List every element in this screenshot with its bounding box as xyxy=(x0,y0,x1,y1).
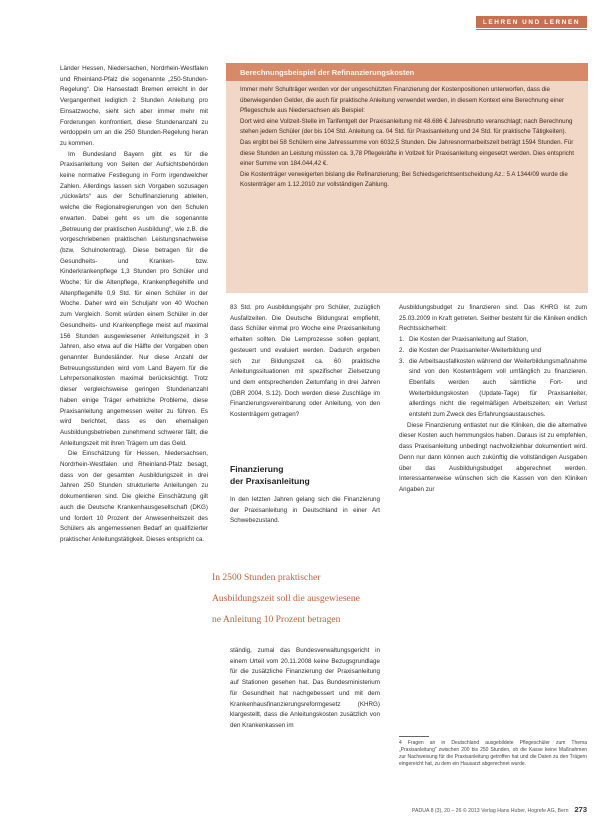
info-box-title: Berechnungsbeispiel der Refinanzierungskosten xyxy=(226,63,588,81)
list-item xyxy=(399,346,587,357)
column-left xyxy=(60,64,208,804)
list-number: 3. xyxy=(399,357,405,365)
list-text: Die Kosten der Praxisanleitung auf Station, xyxy=(409,336,529,344)
info-box-paragraph: Immer mehr Schulträger werden vor der ungeschützten Finanzierung der Kostenpositionen unterworfen, dass die überwiegenden Gelder, die auch für praktische Anleitung verwendet werden, in diesem Kontext eine Berechnung einer Pflegeschule aus Niedersachsen als Beispiel: xyxy=(240,86,565,115)
footer-citation: PADUA 8 (3), 20 – 26 © 2013 Verlag Hans Huber, Hogrefe AG, Bern xyxy=(411,808,569,814)
section-heading-line: Finanzierung xyxy=(230,464,284,474)
paragraph: Diese Finanzierung entlastet nur die Kliniken, die die alternative dieser Kosten auch hemmungslos haben. Daraus ist zu empfehlen, dass Praxisanleitung unbedingt nachvollziehbar dokumentiert wird. Denn nur dann können auch zukünftig die vollständigen Ausgaben über das Ausbildungsbudget abgerechnet werden. Interessanterweise wünschen sich die Kassen von den Kliniken Angaben zur xyxy=(399,421,587,493)
pull-quote-line: In 2500 Stunden praktischer xyxy=(212,572,321,583)
section-heading xyxy=(230,464,380,487)
column-right xyxy=(399,303,587,496)
paragraph: ständig, zumal das Bundesverwaltungsgericht in einem Urteil vom 20.11.2008 keine Bezugsgrundlage für die zusätzliche Finanzierung der Praxisanleitung auf Stationen gesehen hat. Das Bundesministerium für Gesundheit hat nachgebessert und mit dem Krankenhausfinanzierungsreformgesetz (KHRG) klargestellt, dass die Anleitungskosten zusätzlich von den Krankenkassen im xyxy=(230,647,380,729)
list-item xyxy=(399,335,587,346)
numbered-list xyxy=(399,335,587,421)
paragraph: Im Bundesland Bayern gibt es für die Praxisanleitung von Seiten der Aufsichtsbehörden keine normative Festlegung in Form irgendwelcher Zahlen. Allerdings lassen sich Vorgaben sozusagen „rückwärts“ aus der Schulfinanzierung ableiten, welche die Regionalregierungen von den Schulen erwarten. Dabei geht es um die sogenannte „Betreuung der praktischen Ausbildung“, wie z.B. die vorgeschriebenen praktischen Leistungsnachweise (bzw. Schulnotentrag). Diese betragen für die Gesundheits- und Kranken- bzw. Kinderkrankenpflege 1,3 Stunden pro Schüler und Woche; für die Altenpflege, Krankenpflegehilfe und Altenpflegehilfe 0,9 Std. für einen Schüler in der Woche. Daher wird ein Schuljahr von 40 Wochen zum Vergleich. Somit würden einem Schüler in der Gesundheits- und Krankenpflege meist auf maximal 156 Stunden ausgewiesener Anleitungszeit in 3 Jahren, also etwa auf die Hälfte der Vorgaben oben genannter Bundesländer. Nur diese Anzahl der Betreuungsstunden wird vom Land Bayern für die Lehrpersonalkosten maximal berücksichtigt. Trotz dieser vergleichsweise geringen Stundenanzahl haben einige Träger erhebliche Probleme, diese Praxisanleitung angemessen weiter zu führen. Es wird berichtet, dass es den ehemaligen Ausbildungsbetrieben zunehmend schwerer fällt, die Anleitungszeit mit ihren Trägern um das Geld. xyxy=(60,150,208,447)
section-heading-line: der Praxisanleitung xyxy=(230,475,310,486)
page-footer xyxy=(392,805,587,814)
list-number: 2. xyxy=(399,346,405,354)
info-box-body xyxy=(226,81,588,191)
paragraph: Ausbildungsbudget zu finanzieren sind. Das KHRG ist zum 25.03.2009 in Kraft getreten. Seither besteht für die Kliniken endlich Rechtssicherheit: xyxy=(399,304,587,333)
paragraph: Länder Hessen, Niedersachen, Nordrhein-Westfalen und Rheinland-Pfalz die sogenannte „250-Stunden-Regelung“. Die Hansestadt Bremen erreicht in der Vergangenheit lediglich 2 Stunden Anleitung pro Einsatzwoche, sieht sich aber immer mehr mit Forderungen konfrontiert, diese Stundenanzahl zu verdoppeln um an die 250 Stunden-Regelung heran zu kommen. xyxy=(60,65,208,147)
info-box xyxy=(226,63,588,293)
pull-quote-line: Ausbildungszeit soll die ausgewiesene xyxy=(212,593,360,604)
pull-quote-line: ne Anleitung 10 Prozent betragen xyxy=(212,614,341,625)
footnote: 4 Fragen an in Deutschland ausgebildete Pflegeschüler zum Thema „Praxisanleitung“ zwischen 200 bis 250 Stunden, ob die Kasse keine Maßnahmen zur Nachweisung für die Praxisanleitung getroffen hat und die Daten zu den Trägern eingereicht hat, zu dem ein Hausarzt abgerechnet wurde. xyxy=(399,740,587,768)
footnote-rule xyxy=(399,736,429,737)
page-number: 273 xyxy=(574,805,587,814)
list-text: die Arbeitsausfallkosten während der Weiterbildungsmaßnahme sind von den Kostenträgern voll umfänglich zu finanzieren. Ebenfalls werden auch sämtliche Fort- und Weiterbildungskosten (Update-Tage) für Praxisanleiter, allerdings nicht die regelmäßigen Arbeitszeiten; ein Verlust entsteht zum Zweck des Erfahrungsaustausches. xyxy=(409,357,587,419)
info-box-paragraph: Die Kostenträger verweigerten bislang die Refinanzierung; Bei Schiedsgerichtsentscheidung Az.: 5 A 1344/09 wurde die Kostenträger am 1.12.2010 zur vollständigen Zahlung. xyxy=(240,170,568,189)
column-middle-bottom xyxy=(230,646,380,732)
list-number: 1. xyxy=(399,336,405,344)
list-text: die Kosten der Praxisanleiter-Weiterbildung und xyxy=(409,346,542,354)
section-tag: LEHREN UND LERNEN xyxy=(476,16,587,28)
column-middle-intro: In den letzten Jahren gelang sich die Finanzierung der Praxisanleitung in Deutschland in einer Art Schwebezustand. xyxy=(230,496,380,525)
pull-quote xyxy=(212,567,394,631)
info-box-paragraph: Dort wird eine Vollzeit-Stelle im Tarifentgelt der Praxisanleitung mit 48.686 € Jahresbrutto veranschlagt; nach Berechnung stehen jedem Schüler (der bis 104 Std. Anleitung ca. 04 Std. für Praxisanleitung und 24 Std. für praktische Tätigkeiten). Das ergibt bei 58 Schülern eine Jahressumme von 6032,5 Stunden. Die Jahresnormarbeitszeit beträgt 1594 Stunden. Für diese Stunden an Leistung müssten ca. 3,78 Pflegekräfte in Vollzeit für Praxisanleitung eingesetzt werden. Dies entspricht einer Summe von 184.044,42 €. xyxy=(240,117,574,168)
paragraph: 83 Std. pro Ausbildungsjahr pro Schüler, zuzüglich Ausfallzeiten. Die Deutsche Bildungsrat empfiehlt, dass Schüler einmal pro Woche eine Praxisanleitung erhalten sollten. Die Lernprozesse sollen geplant, gesteuert und evaluiert werden. Dadurch ergeben sich zur Bildungszeit ca. 60 praktische Anleitungssituationen mit spezifischer Zielsetzung und dem entsprechenden Zeitumfang in drei Jahren (DBR 2004, S.12). Doch werden diese Zuschläge im Finanzierungsvereinbarung oder Anleitung, von den Kostenträgern getragen? xyxy=(230,304,380,419)
column-middle-top xyxy=(230,303,380,421)
paragraph: Die Einschätzung für Hessen, Niedersachsen, Nordrhein-Westfalen und Rheinland-Pfalz besagt, dass von der gesamten Ausbildungszeit in drei Jahren 250 Stunden strukturierte Anleitungen zu dokumentieren sind. Die gleiche Einschätzung gilt auch die Deutsche Krankenhausgesellschaft (DKG) und fordert 10 Prozent der Anwesenheitszeit des Schülers als angemessenen Bedarf an qualifizierter praktischer Anleitungstätigkeit. Dieses entspricht ca. xyxy=(60,450,208,543)
list-item xyxy=(399,357,587,421)
section-tag-rule xyxy=(476,29,587,30)
